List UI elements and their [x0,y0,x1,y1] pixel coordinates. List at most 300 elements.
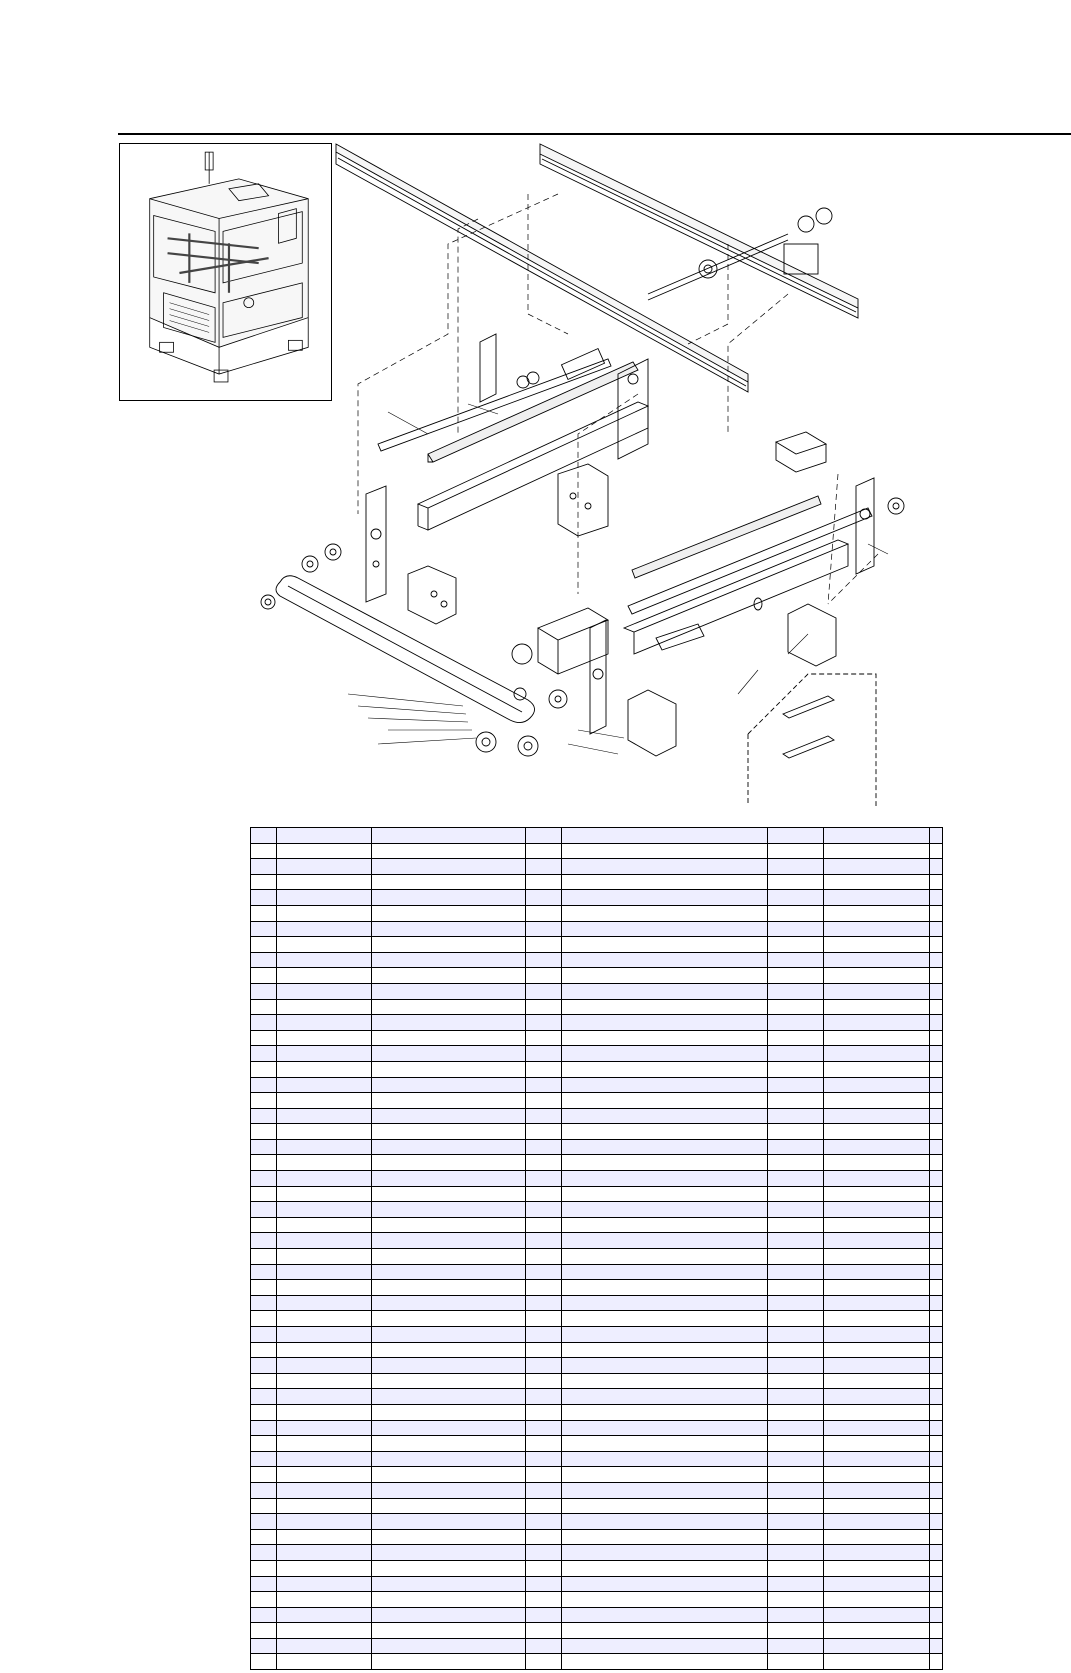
table-cell [251,905,277,921]
table-cell [768,874,824,890]
table-cell [930,1529,943,1545]
table-cell [277,1638,372,1654]
table-cell [562,1077,768,1093]
table-cell [562,1311,768,1327]
table-cell [277,1623,372,1639]
table-cell [277,1420,372,1436]
table-cell [768,1233,824,1249]
table-cell [372,828,526,844]
table-row [251,1015,943,1031]
table-cell [930,1139,943,1155]
table-cell [277,1217,372,1233]
table-cell [526,828,562,844]
center-angle-bracket [558,464,608,536]
table-cell [562,1295,768,1311]
table-cell [824,1280,930,1296]
table-cell [251,1576,277,1592]
table-cell [562,1529,768,1545]
table-cell [768,1186,824,1202]
table-cell [251,1373,277,1389]
table-row [251,1358,943,1374]
table-cell [562,921,768,937]
table-cell [372,1482,526,1498]
table-cell [562,843,768,859]
table-row [251,921,943,937]
table-cell [824,999,930,1015]
table-cell [251,1093,277,1109]
table-cell [768,1171,824,1187]
table-cell [251,1295,277,1311]
table-cell [930,890,943,906]
table-cell [930,1638,943,1654]
table-cell [824,859,930,875]
left-pulley-stack [261,544,341,609]
table-cell [930,1545,943,1561]
table-cell [372,1404,526,1420]
table-cell [526,1358,562,1374]
table-cell [768,1077,824,1093]
table-cell [372,1451,526,1467]
table-cell [824,1545,930,1561]
table-cell [277,874,372,890]
table-cell [251,1514,277,1530]
table-cell [251,1233,277,1249]
table-row [251,905,943,921]
table-cell [562,1249,768,1265]
table-cell [526,968,562,984]
center-end-plate [590,620,606,734]
table-row [251,1373,943,1389]
table-cell [251,1327,277,1343]
table-cell [526,1560,562,1576]
table-cell [372,1420,526,1436]
table-cell [277,1436,372,1452]
table-cell [824,952,930,968]
table-cell [562,1654,768,1670]
table-cell [251,1077,277,1093]
table-cell [526,1202,562,1218]
table-cell [824,1093,930,1109]
table-cell [251,1482,277,1498]
table-cell [562,952,768,968]
table-cell [277,1264,372,1280]
table-cell [251,1311,277,1327]
table-cell [277,1654,372,1670]
table-cell [526,1373,562,1389]
table-cell [562,1280,768,1296]
table-cell [277,999,372,1015]
table-cell [930,1327,943,1343]
table-cell [277,1295,372,1311]
table-cell [824,1514,930,1530]
table-cell [930,1202,943,1218]
table-row [251,1124,943,1140]
table-cell [768,1249,824,1265]
table-cell [251,1358,277,1374]
table-cell [930,1373,943,1389]
table-cell [251,1217,277,1233]
table-cell [372,1124,526,1140]
table-cell [930,1467,943,1483]
table-row [251,1202,943,1218]
table-row [251,1592,943,1608]
table-cell [372,968,526,984]
table-cell [562,1124,768,1140]
table-row [251,874,943,890]
table-cell [526,1015,562,1031]
table-cell [824,905,930,921]
table-row [251,1186,943,1202]
table-cell [251,859,277,875]
table-row [251,843,943,859]
table-cell [562,859,768,875]
table-cell [251,828,277,844]
table-cell [372,1638,526,1654]
table-cell [372,1560,526,1576]
table-cell [768,999,824,1015]
right-end-plate [856,478,874,574]
table-cell [930,1093,943,1109]
table-cell [277,828,372,844]
table-cell [372,874,526,890]
table-cell [768,843,824,859]
table-row [251,1623,943,1639]
table-row [251,1264,943,1280]
table-cell [562,1093,768,1109]
table-row [251,1451,943,1467]
table-cell [930,905,943,921]
table-cell [824,1373,930,1389]
table-cell [824,1217,930,1233]
table-row [251,983,943,999]
table-cell [526,1124,562,1140]
table-cell [562,1404,768,1420]
table-row [251,1155,943,1171]
table-cell [526,1342,562,1358]
table-cell [526,1295,562,1311]
table-cell [824,843,930,859]
table-cell [372,937,526,953]
table-cell [768,1358,824,1374]
table-cell [277,1249,372,1265]
table-cell [930,843,943,859]
table-cell [768,1514,824,1530]
table-cell [930,1186,943,1202]
table-cell [768,1545,824,1561]
table-cell [562,983,768,999]
table-cell [768,890,824,906]
table-cell [251,1342,277,1358]
table-cell [824,874,930,890]
table-cell [251,952,277,968]
table-cell [768,921,824,937]
table-cell [372,859,526,875]
table-cell [562,1358,768,1374]
table-cell [277,1061,372,1077]
center-drive-motor [512,608,608,674]
table-cell [824,1498,930,1514]
table-cell [768,1560,824,1576]
table-cell [526,1264,562,1280]
table-cell [824,1077,930,1093]
table-cell [372,1529,526,1545]
table-cell [562,1155,768,1171]
table-cell [277,1280,372,1296]
table-cell [824,1139,930,1155]
table-cell [768,1202,824,1218]
table-cell [277,1451,372,1467]
table-cell [526,1311,562,1327]
table-row [251,1498,943,1514]
table-cell [372,999,526,1015]
table-cell [562,905,768,921]
table-cell [768,1093,824,1109]
table-cell [930,1108,943,1124]
table-cell [251,1638,277,1654]
table-cell [277,1545,372,1561]
table-cell [768,1576,824,1592]
table-cell [824,1560,930,1576]
table-cell [824,1124,930,1140]
table-row [251,1529,943,1545]
exploded-parts-diagram [228,134,1071,806]
table-cell [277,1015,372,1031]
table-cell [562,1327,768,1343]
table-cell [930,1311,943,1327]
table-cell [526,1046,562,1062]
table-row [251,1280,943,1296]
table-cell [768,1311,824,1327]
table-cell [768,1451,824,1467]
table-cell [930,828,943,844]
table-cell [768,1529,824,1545]
table-cell [251,1108,277,1124]
table-cell [526,999,562,1015]
table-cell [526,1077,562,1093]
table-cell [251,1436,277,1452]
table-cell [526,1389,562,1405]
table-cell [526,1108,562,1124]
table-row [251,1545,943,1561]
table-cell [277,1467,372,1483]
table-cell [930,1077,943,1093]
table-cell [277,1514,372,1530]
table-cell [768,828,824,844]
table-cell [824,1420,930,1436]
table-cell [824,1389,930,1405]
table-row [251,1046,943,1062]
table-cell [930,1124,943,1140]
table-cell [562,1420,768,1436]
table-cell [930,1155,943,1171]
table-cell [372,1061,526,1077]
table-cell [372,983,526,999]
table-cell [562,1108,768,1124]
table-cell [562,1482,768,1498]
table-cell [251,1545,277,1561]
table-cell [526,1093,562,1109]
table-cell [824,1342,930,1358]
table-cell [372,1264,526,1280]
table-cell [277,1030,372,1046]
table-cell [251,1623,277,1639]
table-cell [824,1233,930,1249]
table-row [251,1404,943,1420]
parts-list-table [250,827,943,1670]
table-cell [372,1436,526,1452]
table-row [251,1389,943,1405]
table-row [251,1295,943,1311]
table-cell [251,874,277,890]
table-cell [526,1654,562,1670]
table-cell [562,1576,768,1592]
table-cell [277,843,372,859]
table-cell [251,1560,277,1576]
table-row [251,1654,943,1670]
table-cell [372,1015,526,1031]
table-cell [824,1015,930,1031]
table-cell [526,1404,562,1420]
table-cell [768,905,824,921]
table-cell [277,1093,372,1109]
table-row [251,968,943,984]
table-cell [526,1155,562,1171]
table-cell [824,1451,930,1467]
center-lower-bracket [628,690,676,756]
table-cell [930,1389,943,1405]
table-cell [251,1404,277,1420]
table-cell [372,1592,526,1608]
table-cell [824,1592,930,1608]
table-cell [824,1030,930,1046]
table-row [251,1482,943,1498]
table-cell [251,1467,277,1483]
table-cell [526,921,562,937]
table-cell [251,1280,277,1296]
table-cell [251,890,277,906]
table-cell [824,937,930,953]
table-cell [277,1576,372,1592]
table-cell [562,1436,768,1452]
table-cell [768,983,824,999]
table-cell [930,1576,943,1592]
table-cell [930,952,943,968]
table-row [251,1420,943,1436]
table-cell [251,1046,277,1062]
table-cell [562,1451,768,1467]
table-row [251,1077,943,1093]
table-cell [251,1155,277,1171]
table-cell [824,1186,930,1202]
table-cell [251,1249,277,1265]
left-crossbeam [418,402,648,530]
table-cell [768,1108,824,1124]
table-cell [251,1654,277,1670]
table-cell [526,1545,562,1561]
table-cell [768,952,824,968]
table-cell [277,952,372,968]
table-row [251,1233,943,1249]
timing-belt [276,576,535,723]
table-cell [526,859,562,875]
table-cell [277,1342,372,1358]
table-cell [526,1436,562,1452]
table-row [251,1436,943,1452]
table-cell [251,843,277,859]
table-cell [251,921,277,937]
table-cell [277,1046,372,1062]
table-cell [277,905,372,921]
table-cell [562,1560,768,1576]
table-cell [526,937,562,953]
table-cell [768,1217,824,1233]
table-cell [526,890,562,906]
table-row [251,1171,943,1187]
table-cell [824,1327,930,1343]
table-cell [930,1482,943,1498]
table-cell [824,1436,930,1452]
table-cell [372,1358,526,1374]
table-cell [251,1498,277,1514]
table-row [251,1560,943,1576]
table-cell [562,1202,768,1218]
table-cell [526,1420,562,1436]
table-cell [526,1061,562,1077]
table-row [251,1108,943,1124]
table-cell [930,859,943,875]
table-cell [930,1249,943,1265]
table-cell [277,1311,372,1327]
right-bearing [888,498,904,514]
table-cell [277,1327,372,1343]
table-cell [251,1529,277,1545]
table-cell [768,1046,824,1062]
table-cell [930,1061,943,1077]
table-cell [526,1467,562,1483]
table-cell [930,1030,943,1046]
table-cell [930,1264,943,1280]
table-cell [768,1124,824,1140]
table-cell [251,1124,277,1140]
table-cell [930,1233,943,1249]
table-cell [824,1607,930,1623]
spare-parts-box [748,674,876,806]
table-row [251,937,943,953]
table-cell [930,983,943,999]
table-cell [930,1592,943,1608]
table-cell [824,1638,930,1654]
table-cell [562,1498,768,1514]
table-cell [562,1139,768,1155]
table-cell [768,1295,824,1311]
table-cell [824,1311,930,1327]
table-cell [562,1015,768,1031]
table-cell [562,1545,768,1561]
table-cell [277,1124,372,1140]
table-cell [930,1498,943,1514]
table-cell [562,1623,768,1639]
table-row [251,1576,943,1592]
table-cell [277,1482,372,1498]
table-cell [372,1311,526,1327]
table-cell [526,1233,562,1249]
table-cell [930,1607,943,1623]
table-cell [251,1171,277,1187]
table-cell [768,1638,824,1654]
table-cell [526,1638,562,1654]
table-cell [372,1233,526,1249]
table-cell [562,1171,768,1187]
